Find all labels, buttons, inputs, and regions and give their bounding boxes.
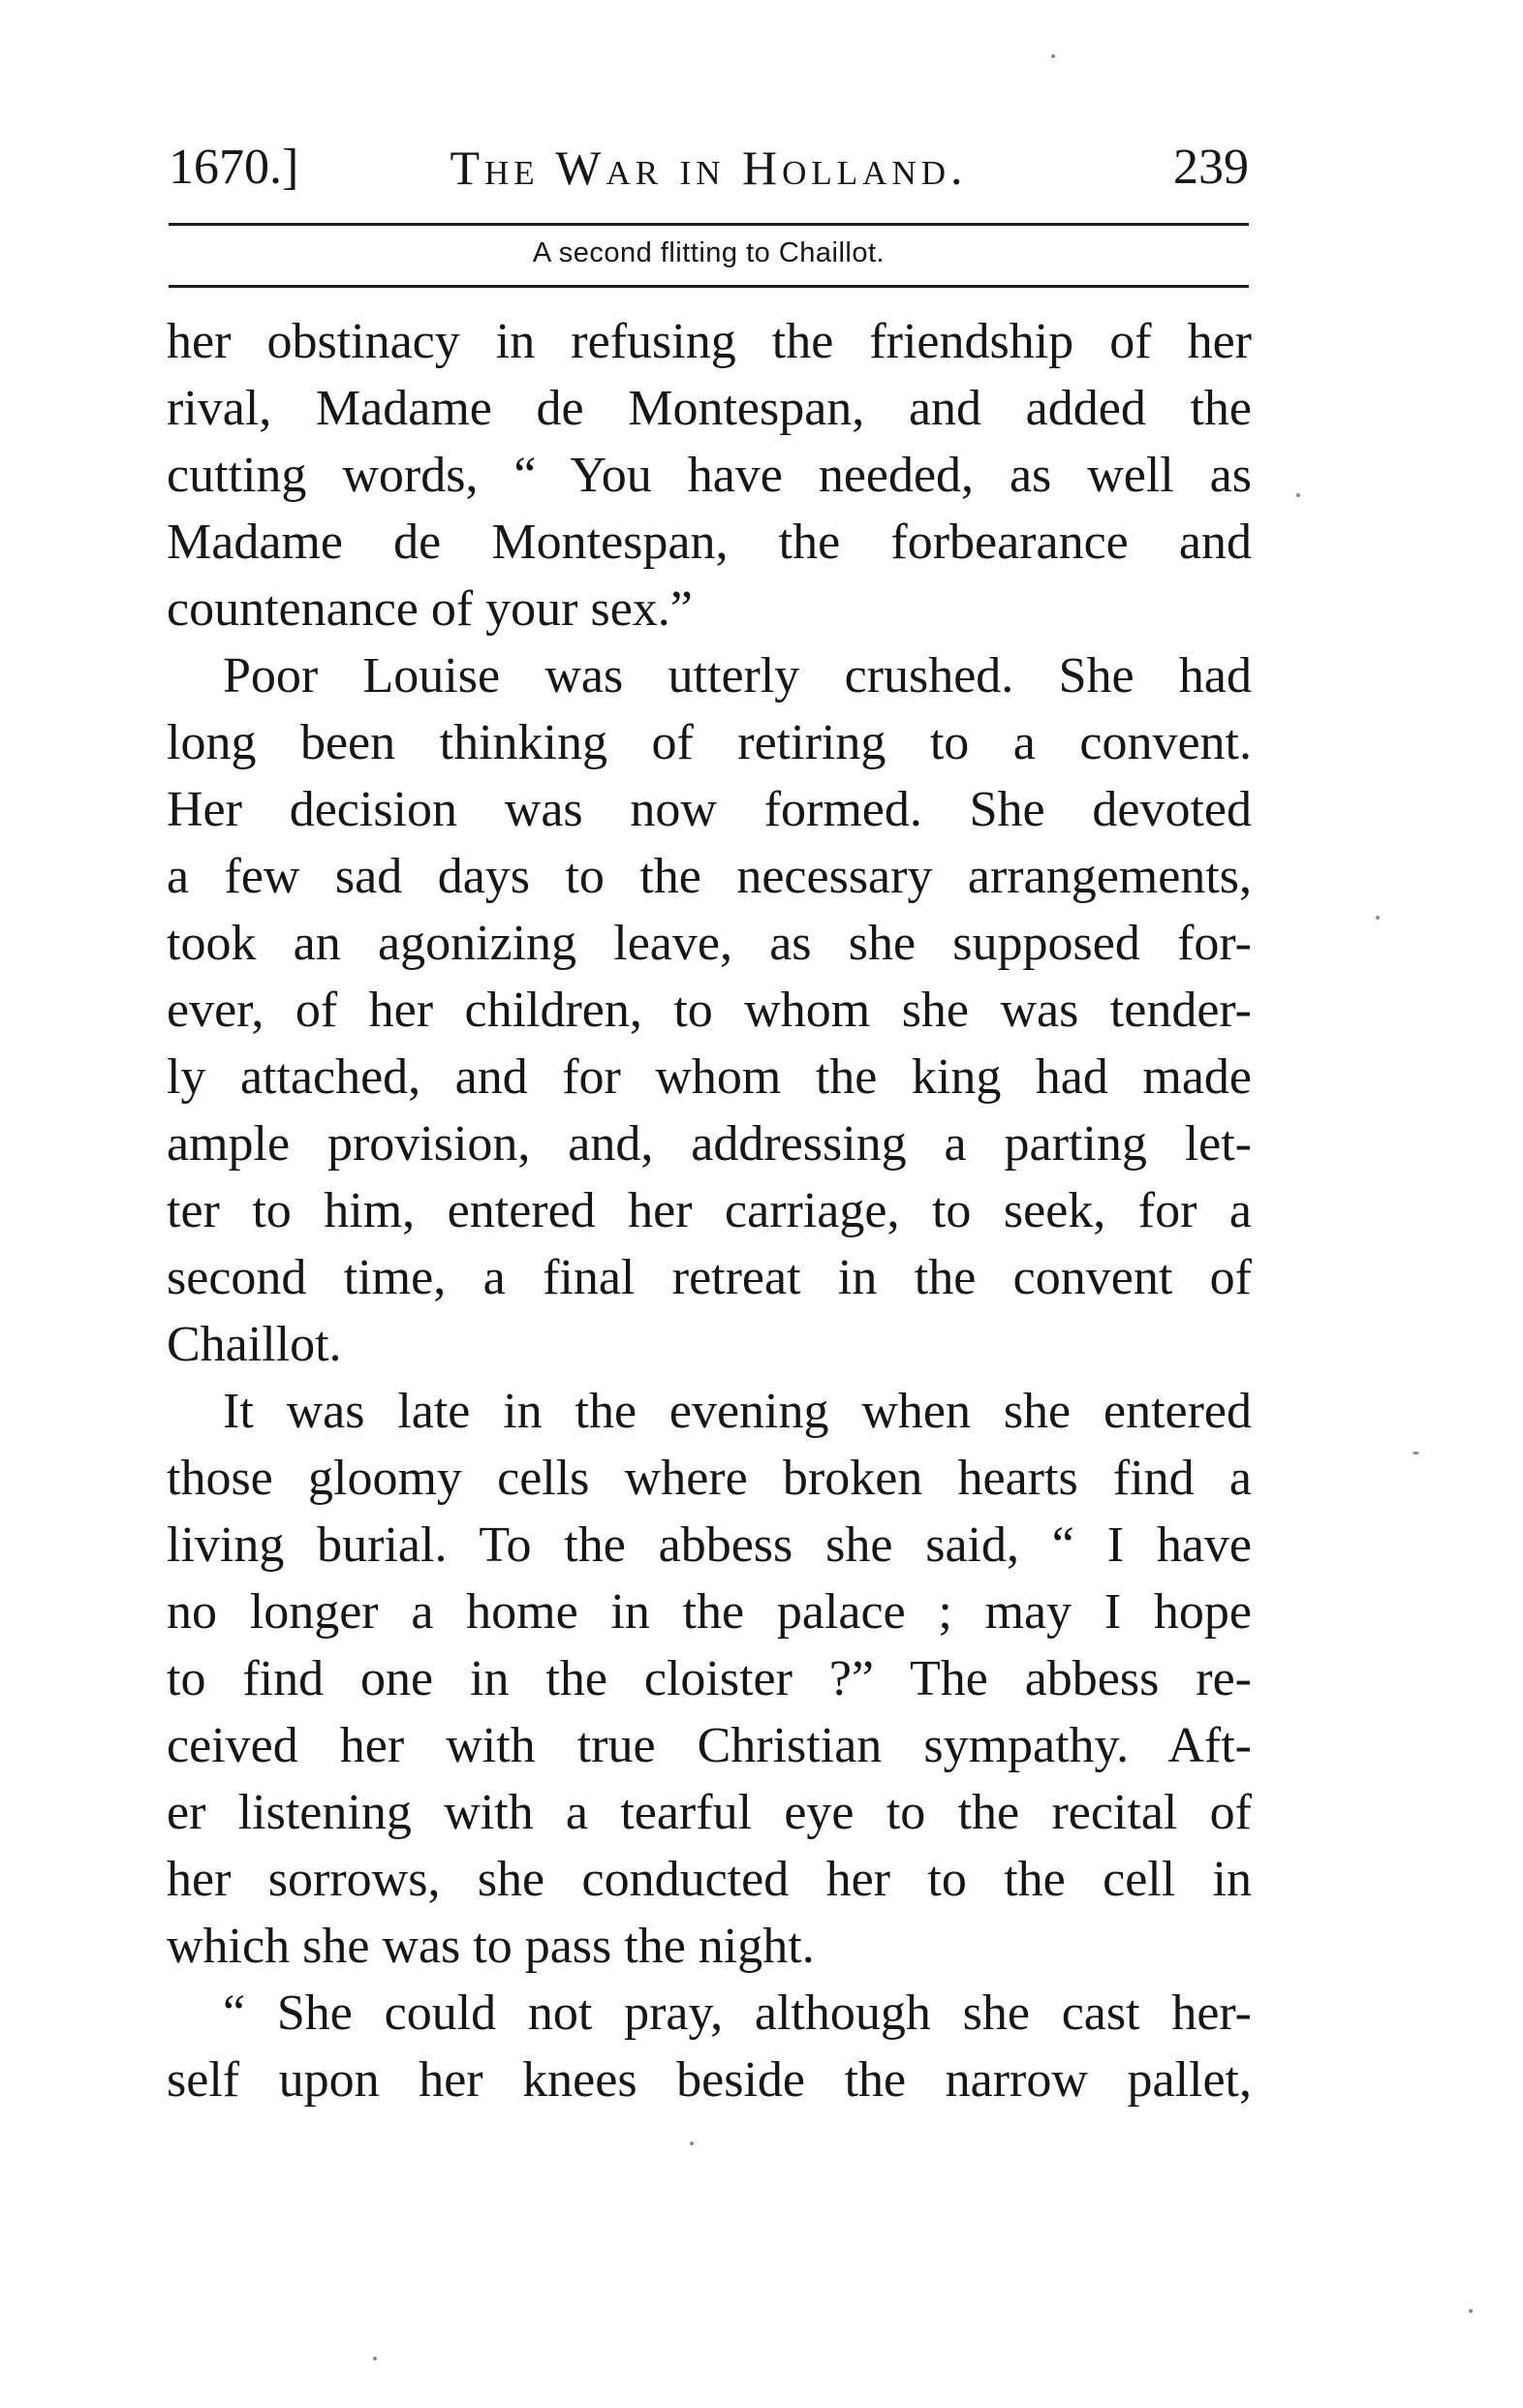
text-line: Madame de Montespan, the forbearance and: [167, 515, 1252, 570]
text-line: ly attached, and for whom the king had made: [167, 1049, 1252, 1105]
header-rule-top: [169, 223, 1249, 226]
scan-speck: [373, 2357, 377, 2361]
text-line: er listening with a tearful eye to the recital of: [167, 1785, 1252, 1840]
running-title: The War in Holland.: [450, 141, 968, 195]
scan-speck: [690, 2142, 694, 2145]
text-line: “ She could not pray, although she cast her-: [223, 1986, 1252, 2041]
text-line: ter to him, entered her carriage, to seek, for a: [167, 1183, 1252, 1238]
text-line: self upon her knees beside the narrow pallet,: [167, 2052, 1252, 2108]
scan-speck: [1376, 916, 1380, 920]
text-line: those gloomy cells where broken hearts find a: [167, 1451, 1252, 1506]
text-line: rival, Madame de Montespan, and added the: [167, 381, 1252, 436]
text-line: Her decision was now formed. She devoted: [167, 782, 1252, 837]
header-year: 1670.]: [169, 140, 299, 195]
text-line: no longer a home in the palace ; may I hope: [167, 1584, 1252, 1640]
text-line: ceived her with true Christian sympathy. Aft-: [167, 1718, 1252, 1773]
text-line: Chaillot.: [167, 1317, 342, 1372]
text-line: countenance of your sex.”: [167, 581, 693, 637]
text-line: cutting words, “ You have needed, as well as: [167, 448, 1252, 503]
section-subtitle: A second flitting to Chaillot.: [532, 237, 886, 268]
text-line: her sorrows, she conducted her to the cell in: [167, 1852, 1252, 1907]
scan-speck: [1296, 493, 1300, 497]
text-line: Poor Louise was utterly crushed. She had: [223, 648, 1252, 704]
header-rule-bottom: [169, 285, 1249, 288]
text-line: It was late in the evening when she entered: [223, 1384, 1252, 1439]
body-text: [167, 308, 1252, 2113]
text-line: which she was to pass the night.: [167, 1919, 815, 1974]
text-line: ample provision, and, addressing a parting let-: [167, 1116, 1252, 1172]
text-line: took an agonizing leave, as she supposed for-: [167, 916, 1252, 971]
text-line: her obstinacy in refusing the friendship of her: [167, 314, 1252, 369]
text-line: to find one in the cloister ?” The abbess re-: [167, 1651, 1252, 1706]
text-line: a few sad days to the necessary arrangements,: [167, 849, 1252, 904]
text-line: ever, of her children, to whom she was tender-: [167, 983, 1252, 1038]
page-number: 239: [1173, 140, 1249, 195]
text-line: living burial. To the abbess she said, “ I have: [167, 1517, 1252, 1573]
running-header: [169, 134, 1249, 202]
scan-speck: [1469, 2309, 1473, 2313]
scan-speck: [1413, 1452, 1419, 1454]
text-line: long been thinking of retiring to a convent.: [167, 715, 1252, 770]
text-line: second time, a final retreat in the convent of: [167, 1250, 1252, 1305]
scan-speck: [1051, 54, 1055, 58]
